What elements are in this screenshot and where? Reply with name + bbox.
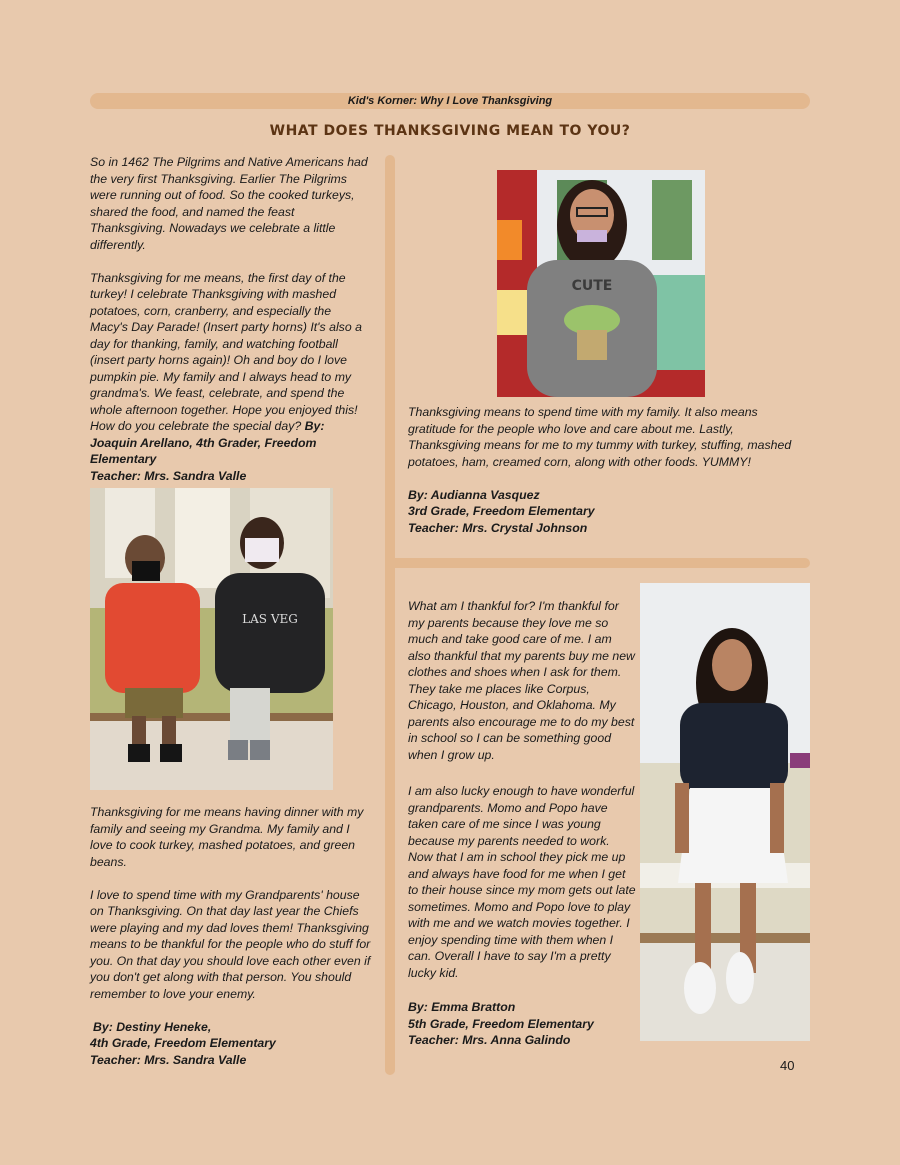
photo-two-students: [90, 488, 333, 790]
article-paragraph: What am I thankful for? I'm thankful for my parents because they love me so much and take good care of me. I am also thankful that my parents buy me new clothes and shoes when I ask for them. They take me places like Corpus, Chicago, Houston, and Oklahoma. My parents also encourage me to do my best in school so I can be something good when I grow up.: [408, 599, 635, 762]
byline: By: Destiny Heneke,: [93, 1019, 212, 1034]
article-paragraph: Thanksgiving for me means having dinner with my family and seeing my Grandma. My family and I love to cook turkey, mashed potatoes, and green beans.: [90, 805, 364, 869]
article-audianna: [408, 404, 798, 536]
article-paragraph: I love to spend time with my Grandparents' house on Thanksgiving. On that day last year the Chiefs were playing and my dad loves them! Thanksgiving means to be thankful for the people who do stuff for you. On that day you should love each other even if you don't get along with that person. You should remember to love your enemy.: [90, 887, 371, 1001]
section-banner: Kid's Korner: Why I Love Thanksgiving: [90, 93, 810, 109]
article-paragraph: Thanksgiving means to spend time with my family. It also means gratitude for the people who love and care about me. Lastly, Thanksgiving means for me to my tummy with turkey, stuffing, mashed potatoes, ham, creamed corn, along with other foods. YUMMY!: [408, 405, 792, 469]
shirt-text: CUTE: [571, 278, 613, 294]
teacher-line: Teacher: Mrs. Crystal Johnson: [408, 520, 588, 535]
teacher-line: Teacher: Mrs. Anna Galindo: [408, 1033, 571, 1047]
article-joaquin: [90, 154, 372, 484]
article-paragraph: So in 1462 The Pilgrims and Native Americans had the very first Thanksgiving. Earlier The Pilgrims were running out of food. So the cooked turkeys, shared the food, and named the feast Thanksgiving. Nowadays we celebrate a little differently.: [90, 155, 368, 252]
page-number: 40: [780, 1058, 795, 1073]
vertical-divider: [385, 155, 395, 1075]
shirt-text: LAS VEG: [242, 612, 298, 626]
photo-audianna: [497, 170, 705, 397]
horizontal-divider: [388, 558, 810, 568]
grade-line: 5th Grade, Freedom Elementary: [408, 1016, 594, 1031]
article-paragraph: Thanksgiving for me means, the first day of the turkey! I celebrate Thanksgiving with mashed potatoes, corn, cranberry, and especially the Macy's Day Parade! (Insert party horns) It's also a day for thanking, family, and watching football (insert party horns again)! Oh and boy do I love pumpkin pie. My family and I always head to my grandma's. We feast, celebrate, and spend the whole afternoon together. Hope you enjoyed this! How do you celebrate the special day? By: Joaquin Arellano, 4th Grader, Freedom Elementary Teacher: Mrs. Sandra Valle: [90, 270, 362, 483]
grade-line: 3rd Grade, Freedom Elementary: [408, 504, 595, 518]
byline: By: Audianna Vasquez: [408, 487, 540, 502]
byline: By: Joaquin Arellano, 4th Grader, Freedom Elementary: [90, 419, 325, 466]
article-emma: [408, 598, 636, 1049]
teacher-line: Teacher: Mrs. Sandra Valle: [90, 1052, 247, 1067]
page-title: WHAT DOES THANKSGIVING MEAN TO YOU?: [269, 123, 631, 139]
byline: By: Emma Bratton: [408, 1000, 516, 1014]
photo-emma: [640, 583, 810, 1041]
article-paragraph: I am also lucky enough to have wonderful grandparents. Momo and Popo have taken care of me since I was young because my parents needed to work. Now that I am in school they pick me up and always have food for me when I get to their house since my mom gets out late sometimes. Momo and Popo love to play with me and we watch movies together. I enjoy spending time with them when I can. Overall I have to say I'm a pretty lucky kid.: [408, 784, 636, 980]
grade-line: 4th Grade, Freedom Elementary: [90, 1036, 276, 1050]
teacher-line: Teacher: Mrs. Sandra Valle: [90, 468, 247, 483]
article-destiny: [90, 804, 375, 1068]
